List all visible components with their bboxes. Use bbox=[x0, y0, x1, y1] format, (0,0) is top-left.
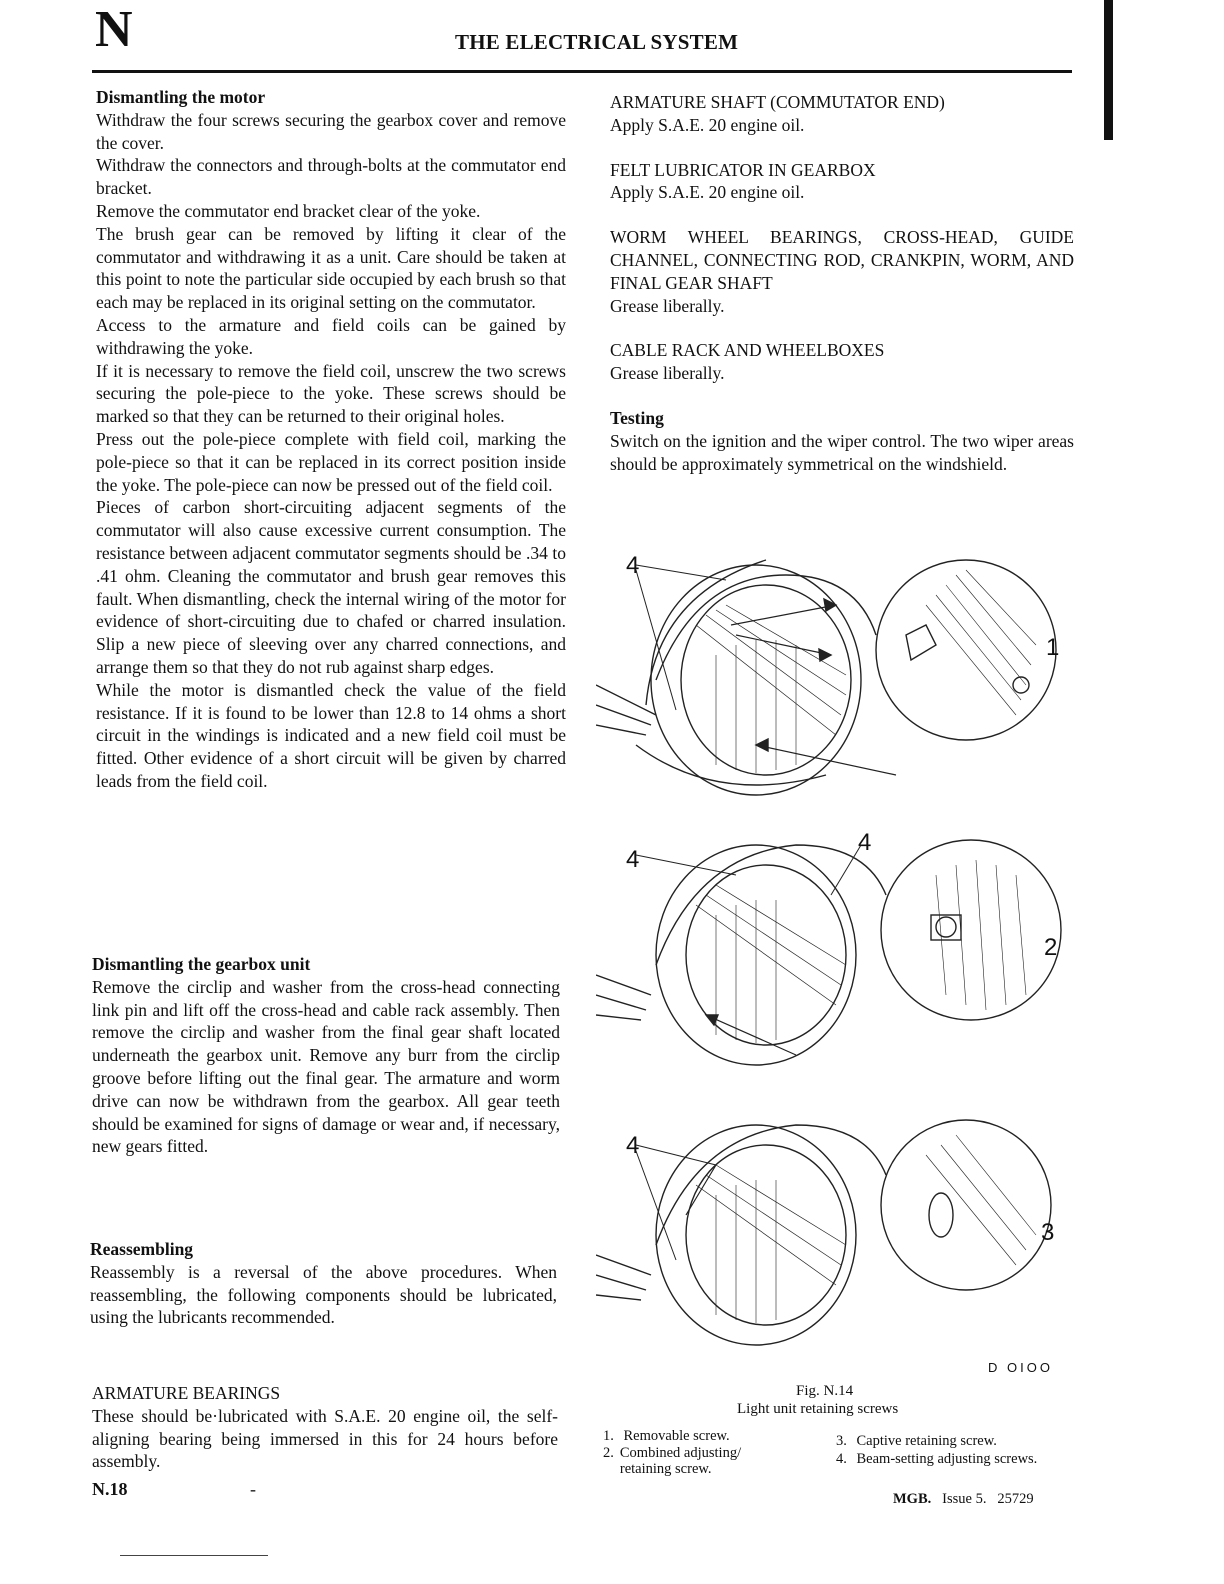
paragraph: These should be·lubricated with S.A.E. 20 engine oil, the self-aligning bearing being immersed in this for 24 hours before assembly. bbox=[92, 1405, 558, 1472]
legend-item bbox=[836, 1433, 997, 1449]
paragraph: Withdraw the four screws securing the gearbox cover and remove the cover. bbox=[96, 109, 566, 153]
legend-number: 3. bbox=[836, 1433, 847, 1449]
legend-text: Captive retaining screw. bbox=[856, 1433, 997, 1449]
paragraph: Switch on the ignition and the wiper control. The two wiper areas should be approximately symmetrical on the windshield. bbox=[610, 430, 1074, 474]
chapter-title: THE ELECTRICAL SYSTEM bbox=[455, 30, 739, 54]
legend-text: Combined adjusting/ retaining screw. bbox=[619, 1445, 742, 1477]
left-column bbox=[96, 86, 566, 793]
legend-number: 2. bbox=[603, 1445, 614, 1461]
section-heading-testing: Testing bbox=[610, 407, 664, 428]
paragraph: Reassembly is a reversal of the above procedures. When reassembling, the following components should be lubricated, using the lubricants recommended. bbox=[90, 1261, 557, 1328]
lube-text: Apply S.A.E. 20 engine oil. bbox=[610, 182, 805, 203]
page-number: N.18 bbox=[92, 1479, 128, 1499]
figure-code: D OIOO bbox=[988, 1360, 1053, 1375]
lube-text: Grease liberally. bbox=[610, 295, 725, 316]
scan-mark bbox=[120, 1555, 268, 1556]
footer-issue-number: Issue 5. bbox=[942, 1491, 987, 1507]
figure-panel-3 bbox=[596, 1120, 1051, 1345]
callout-label: 1 bbox=[1046, 634, 1060, 661]
lube-text: Grease liberally. bbox=[610, 363, 725, 384]
lube-text: Apply S.A.E. 20 engine oil. bbox=[610, 114, 805, 135]
legend-number: 4. bbox=[836, 1451, 847, 1467]
paragraph: Pieces of carbon short-circuiting adjacent segments of the commutator will also cause excessive current consumption. The resistance between adjacent commutator segments should be .34 to .41 ohm. Cleaning the commutator and brush gear removes this fault. When dismantling, check the internal wiring of the motor for evidence of short-circuiting due to chafed or charred insulation. Slip a new piece of sleeving over any charred connections, and arrange them so that they do not rub against sharp edges. bbox=[96, 497, 566, 677]
callout-label: 4 bbox=[626, 846, 640, 873]
headlamp-illustration bbox=[596, 515, 1066, 1380]
paragraph: Remove the commutator end bracket clear of the yoke. bbox=[96, 200, 481, 221]
right-column bbox=[610, 91, 1074, 475]
header-rule bbox=[92, 70, 1072, 73]
footer-model: MGB. bbox=[893, 1491, 932, 1507]
callout-label: 4 bbox=[626, 552, 640, 579]
figure-caption: Light unit retaining screws bbox=[737, 1401, 899, 1417]
gearbox-section bbox=[92, 953, 560, 1158]
legend-item bbox=[603, 1445, 803, 1477]
section-heading-reassembling: Reassembling bbox=[90, 1239, 194, 1259]
legend-item bbox=[836, 1451, 1037, 1467]
lube-heading: FELT LUBRICATOR IN GEARBOX bbox=[610, 159, 876, 180]
callout-label: 4 bbox=[858, 829, 872, 856]
paragraph: Remove the circlip and washer from the cross-head connecting link pin and lift off the cross-head and cable rack assembly. Then remove the circlip and washer from the final gear shaft located underneath the gearbox unit. Remove any burr from the circlip groove before lifting out the final gear. The armature and worm drive can now be withdrawn from the gearbox. All gear teeth should be examined for signs of damage or wear and, if necessary, new gears fitted. bbox=[92, 976, 560, 1157]
footer-issue bbox=[893, 1491, 1034, 1508]
paragraph: While the motor is dismantled check the value of the field resistance. If it is found to be lower than 12.8 to 14 ohms a short circuit in the windings is indicated and a new field coil must be fitted. Other evidence of a short circuit will be given by charred leads from the field coil. bbox=[96, 679, 566, 791]
section-heading-dismantling-gearbox: Dismantling the gearbox unit bbox=[92, 954, 311, 974]
paragraph: If it is necessary to remove the field coil, unscrew the two screws securing the pole-piece to the yoke. These screws should be marked so that they can be returned to their original holes. bbox=[96, 360, 566, 427]
legend-text: Beam-setting adjusting screws. bbox=[856, 1451, 1038, 1467]
figure-number: Fig. N.14 bbox=[796, 1383, 854, 1399]
legend-number: 1. bbox=[603, 1428, 614, 1444]
figure-panel-2 bbox=[596, 840, 1061, 1065]
section-letter: N bbox=[95, 1, 133, 58]
lube-heading: ARMATURE SHAFT (COMMUTATOR END) bbox=[610, 92, 945, 112]
section-heading-dismantling-motor: Dismantling the motor bbox=[96, 87, 266, 107]
paragraph: Access to the armature and field coils can be gained by withdrawing the yoke. bbox=[96, 314, 566, 358]
legend-item bbox=[603, 1428, 730, 1444]
paragraph: The brush gear can be removed by lifting it clear of the commutator and withdrawing it as a unit. Care should be taken at this point to note the particular side occupied by each brush so that each may be replaced in its original setting on the commutator. bbox=[96, 223, 566, 313]
edge-bar bbox=[1104, 0, 1113, 140]
callout-label: 4 bbox=[626, 1132, 640, 1159]
paragraph: Withdraw the connectors and through-bolts at the commutator end bracket. bbox=[96, 155, 566, 199]
lube-heading: CABLE RACK AND WHEELBOXES bbox=[610, 340, 885, 361]
paragraph: Press out the pole-piece complete with field coil, marking the pole-piece so that it can be replaced in its correct position inside the yoke. The pole-piece can now be pressed out of the field coil. bbox=[96, 428, 566, 495]
callout-label: 2 bbox=[1044, 934, 1058, 961]
callout-label: 3 bbox=[1041, 1219, 1055, 1246]
armature-bearings-section bbox=[92, 1382, 558, 1473]
lube-heading: WORM WHEEL BEARINGS, CROSS-HEAD, GUIDE CHANNEL, CONNECTING ROD, CRANKPIN, WORM, AND FINAL GEAR SHAFT bbox=[610, 227, 1074, 293]
section-heading-armature-bearings: ARMATURE BEARINGS bbox=[92, 1383, 281, 1403]
reassembling-section bbox=[90, 1238, 557, 1329]
footer-dash: - bbox=[250, 1479, 256, 1499]
footer-code: 25729 bbox=[997, 1491, 1034, 1507]
legend-text: Removable screw. bbox=[623, 1428, 730, 1444]
figure-panel-1 bbox=[596, 560, 1056, 795]
